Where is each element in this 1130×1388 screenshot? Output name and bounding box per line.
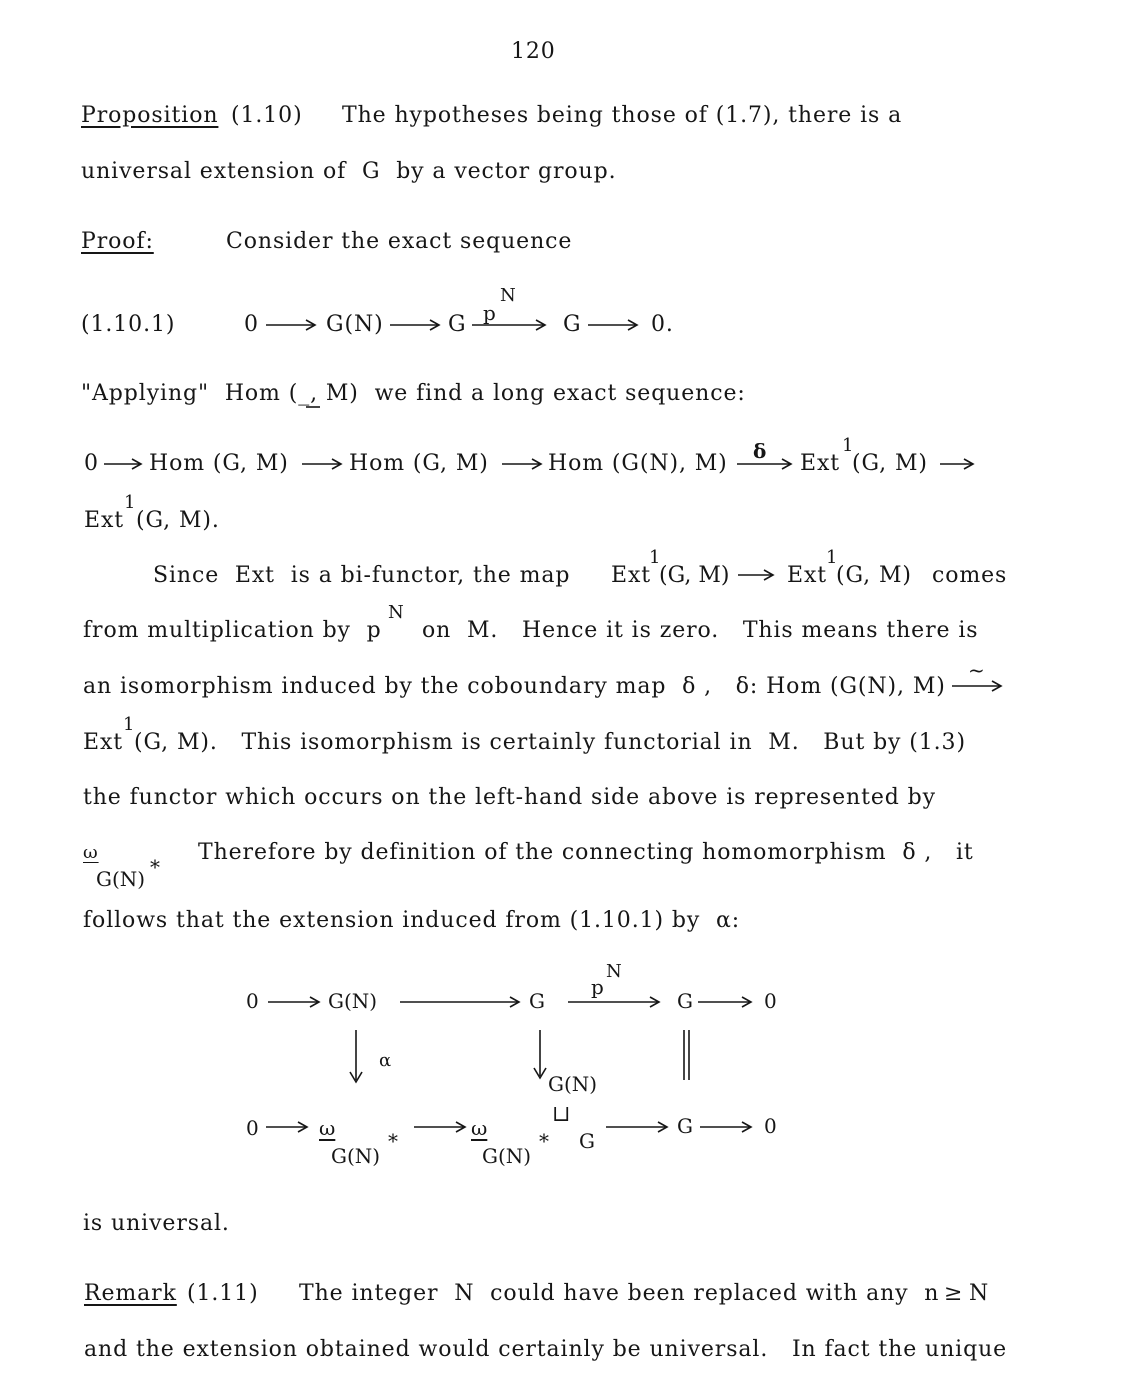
diag-bot-sub-2: G(N): [482, 1144, 532, 1168]
diag-vert-equal: [684, 1030, 689, 1080]
diag-top-zero: 0: [246, 989, 259, 1013]
para-line-1-start: Since Ext is a bi-functor, the map: [153, 563, 571, 588]
long-arrow-5: [940, 459, 973, 469]
long-arrow-3: [502, 459, 541, 469]
applying-line: "Applying" Hom (_, M) we find a long exact sequence:: [81, 381, 746, 406]
para-line-4: (G, M). This isomorphism is certainly functorial in M. But by (1.3): [134, 730, 966, 755]
proposition-line-2: universal extension of G by a vector group.: [81, 159, 617, 184]
para-ext-1-sup: 1: [649, 547, 661, 568]
proof-text: Consider the exact sequence: [226, 229, 573, 254]
seq-g2: G: [563, 312, 582, 337]
proposition-label: Proposition: [81, 103, 219, 128]
diag-top-arrow-2: [400, 997, 519, 1007]
para-line-3: an isomorphism induced by the coboundary map δ , δ: Hom (G(N), M): [83, 674, 946, 699]
para-line-2-start: from multiplication by p: [83, 618, 382, 643]
proposition-number: (1.10): [231, 103, 303, 128]
diag-top-zero-end: 0: [764, 989, 777, 1013]
diag-top-arrow-4: [698, 997, 751, 1007]
diag-top-p: p: [591, 975, 604, 999]
para-ext-1: Ext: [611, 563, 652, 588]
long-seq-ext-b-sup: 1: [124, 492, 136, 513]
para-arrow-ext: [738, 570, 773, 580]
para-ext-2-sup: 1: [826, 547, 838, 568]
seq-arrow-2: [390, 320, 439, 330]
diag-vert-middle: [534, 1030, 546, 1078]
para-line-2-end: on M. Hence it is zero. This means there is: [422, 618, 979, 643]
long-seq-ext-a-args: (G, M): [852, 451, 928, 476]
equation-number: (1.10.1): [81, 312, 176, 337]
remark-label: Remark: [84, 1281, 177, 1306]
remark-line-2: and the extension obtained would certainly be universal. In fact the unique: [84, 1337, 1008, 1362]
para-ext-1-args: (G, M): [659, 563, 730, 588]
long-arrow-delta: [737, 459, 791, 469]
para-ext-2-args: (G, M): [836, 563, 912, 588]
seq-arrow-4: [588, 320, 637, 330]
long-seq-ext-a-sup: 1: [842, 435, 854, 456]
seq-arrow-1: [266, 320, 315, 330]
long-seq-ext-a: Ext: [800, 451, 841, 476]
diag-bot-star-1: *: [388, 1129, 398, 1153]
para-p-exponent: N: [388, 602, 404, 623]
remark-number: (1.11): [187, 1281, 259, 1306]
diag-bot-coprod: ⊔: [552, 1102, 571, 1127]
diag-bot-arrow-2: [414, 1122, 465, 1132]
para-omega: ω: [83, 842, 99, 863]
remark-n-end: N: [969, 1281, 990, 1306]
para-omega-sub: G(N): [96, 867, 146, 891]
remark-line-1: The integer N could have been replaced with any n: [299, 1281, 940, 1306]
long-seq-hom-3: Hom (G(N), M): [548, 451, 728, 476]
long-seq-ext-b: Ext: [84, 508, 125, 533]
seq-map-exponent: N: [500, 285, 516, 306]
diag-top-gn: G(N): [328, 989, 378, 1013]
diag-top-g: G: [529, 989, 545, 1013]
diag-top-g2: G: [677, 989, 693, 1013]
para-line-4-sup: 1: [123, 714, 135, 735]
diag-top-arrow-1: [268, 997, 319, 1007]
diag-vert-label: G(N): [548, 1072, 598, 1096]
conclusion-line: is universal.: [83, 1211, 230, 1236]
diag-vert-alpha: [350, 1030, 362, 1082]
diag-top-p-exp: N: [606, 961, 622, 982]
seq-gn: G(N): [326, 312, 384, 337]
proof-label: Proof:: [81, 229, 154, 254]
remark-geq: ≥: [944, 1281, 964, 1306]
seq-arrow-3: [472, 320, 545, 330]
diag-bot-g-after: G: [579, 1129, 595, 1153]
para-line-4-ext: Ext: [83, 730, 124, 755]
seq-zero-right: 0.: [651, 312, 674, 337]
long-arrow-2: [302, 459, 341, 469]
diag-bot-g: G: [677, 1114, 693, 1138]
diag-bot-arrow-1: [266, 1122, 307, 1132]
diag-bot-star-2: *: [539, 1129, 549, 1153]
diag-bot-arrow-3: [606, 1122, 667, 1132]
para-line-5: the functor which occurs on the left-hand side above is represented by: [83, 785, 936, 810]
diag-bot-omega-2: ω: [471, 1116, 488, 1140]
seq-map-label: p: [483, 301, 496, 325]
long-arrow-1: [104, 459, 141, 469]
page-number: 120: [511, 39, 556, 64]
seq-zero-left: 0: [244, 312, 259, 337]
diag-alpha: α: [379, 1050, 392, 1071]
diag-bot-sub-1: G(N): [331, 1144, 381, 1168]
para-omega-star: *: [150, 855, 160, 879]
diag-bot-omega-1: ω: [319, 1116, 336, 1140]
para-ext-2: Ext: [787, 563, 828, 588]
para-line-6: Therefore by definition of the connecting homomorphism δ , it: [198, 840, 974, 865]
diag-bot-zero-end: 0: [764, 1114, 777, 1138]
long-seq-ext-b-args: (G, M).: [136, 508, 220, 533]
proposition-line-1: The hypotheses being those of (1.7), there is a: [342, 103, 903, 128]
seq-g1: G: [448, 312, 467, 337]
long-seq-delta: δ: [753, 439, 767, 463]
para-line-1-end: comes: [932, 563, 1008, 588]
diag-top-arrow-3: [568, 997, 659, 1007]
para-iso-tilde: ~: [968, 658, 985, 682]
long-seq-zero: 0: [84, 451, 99, 476]
long-seq-hom-2: Hom (G, M): [349, 451, 489, 476]
diag-bot-zero: 0: [246, 1116, 259, 1140]
long-seq-hom-1: Hom (G, M): [149, 451, 289, 476]
para-arrow-iso: [952, 681, 1001, 691]
diag-bot-arrow-4: [700, 1122, 751, 1132]
para-line-7: follows that the extension induced from (1.10.1) by α:: [83, 908, 741, 933]
